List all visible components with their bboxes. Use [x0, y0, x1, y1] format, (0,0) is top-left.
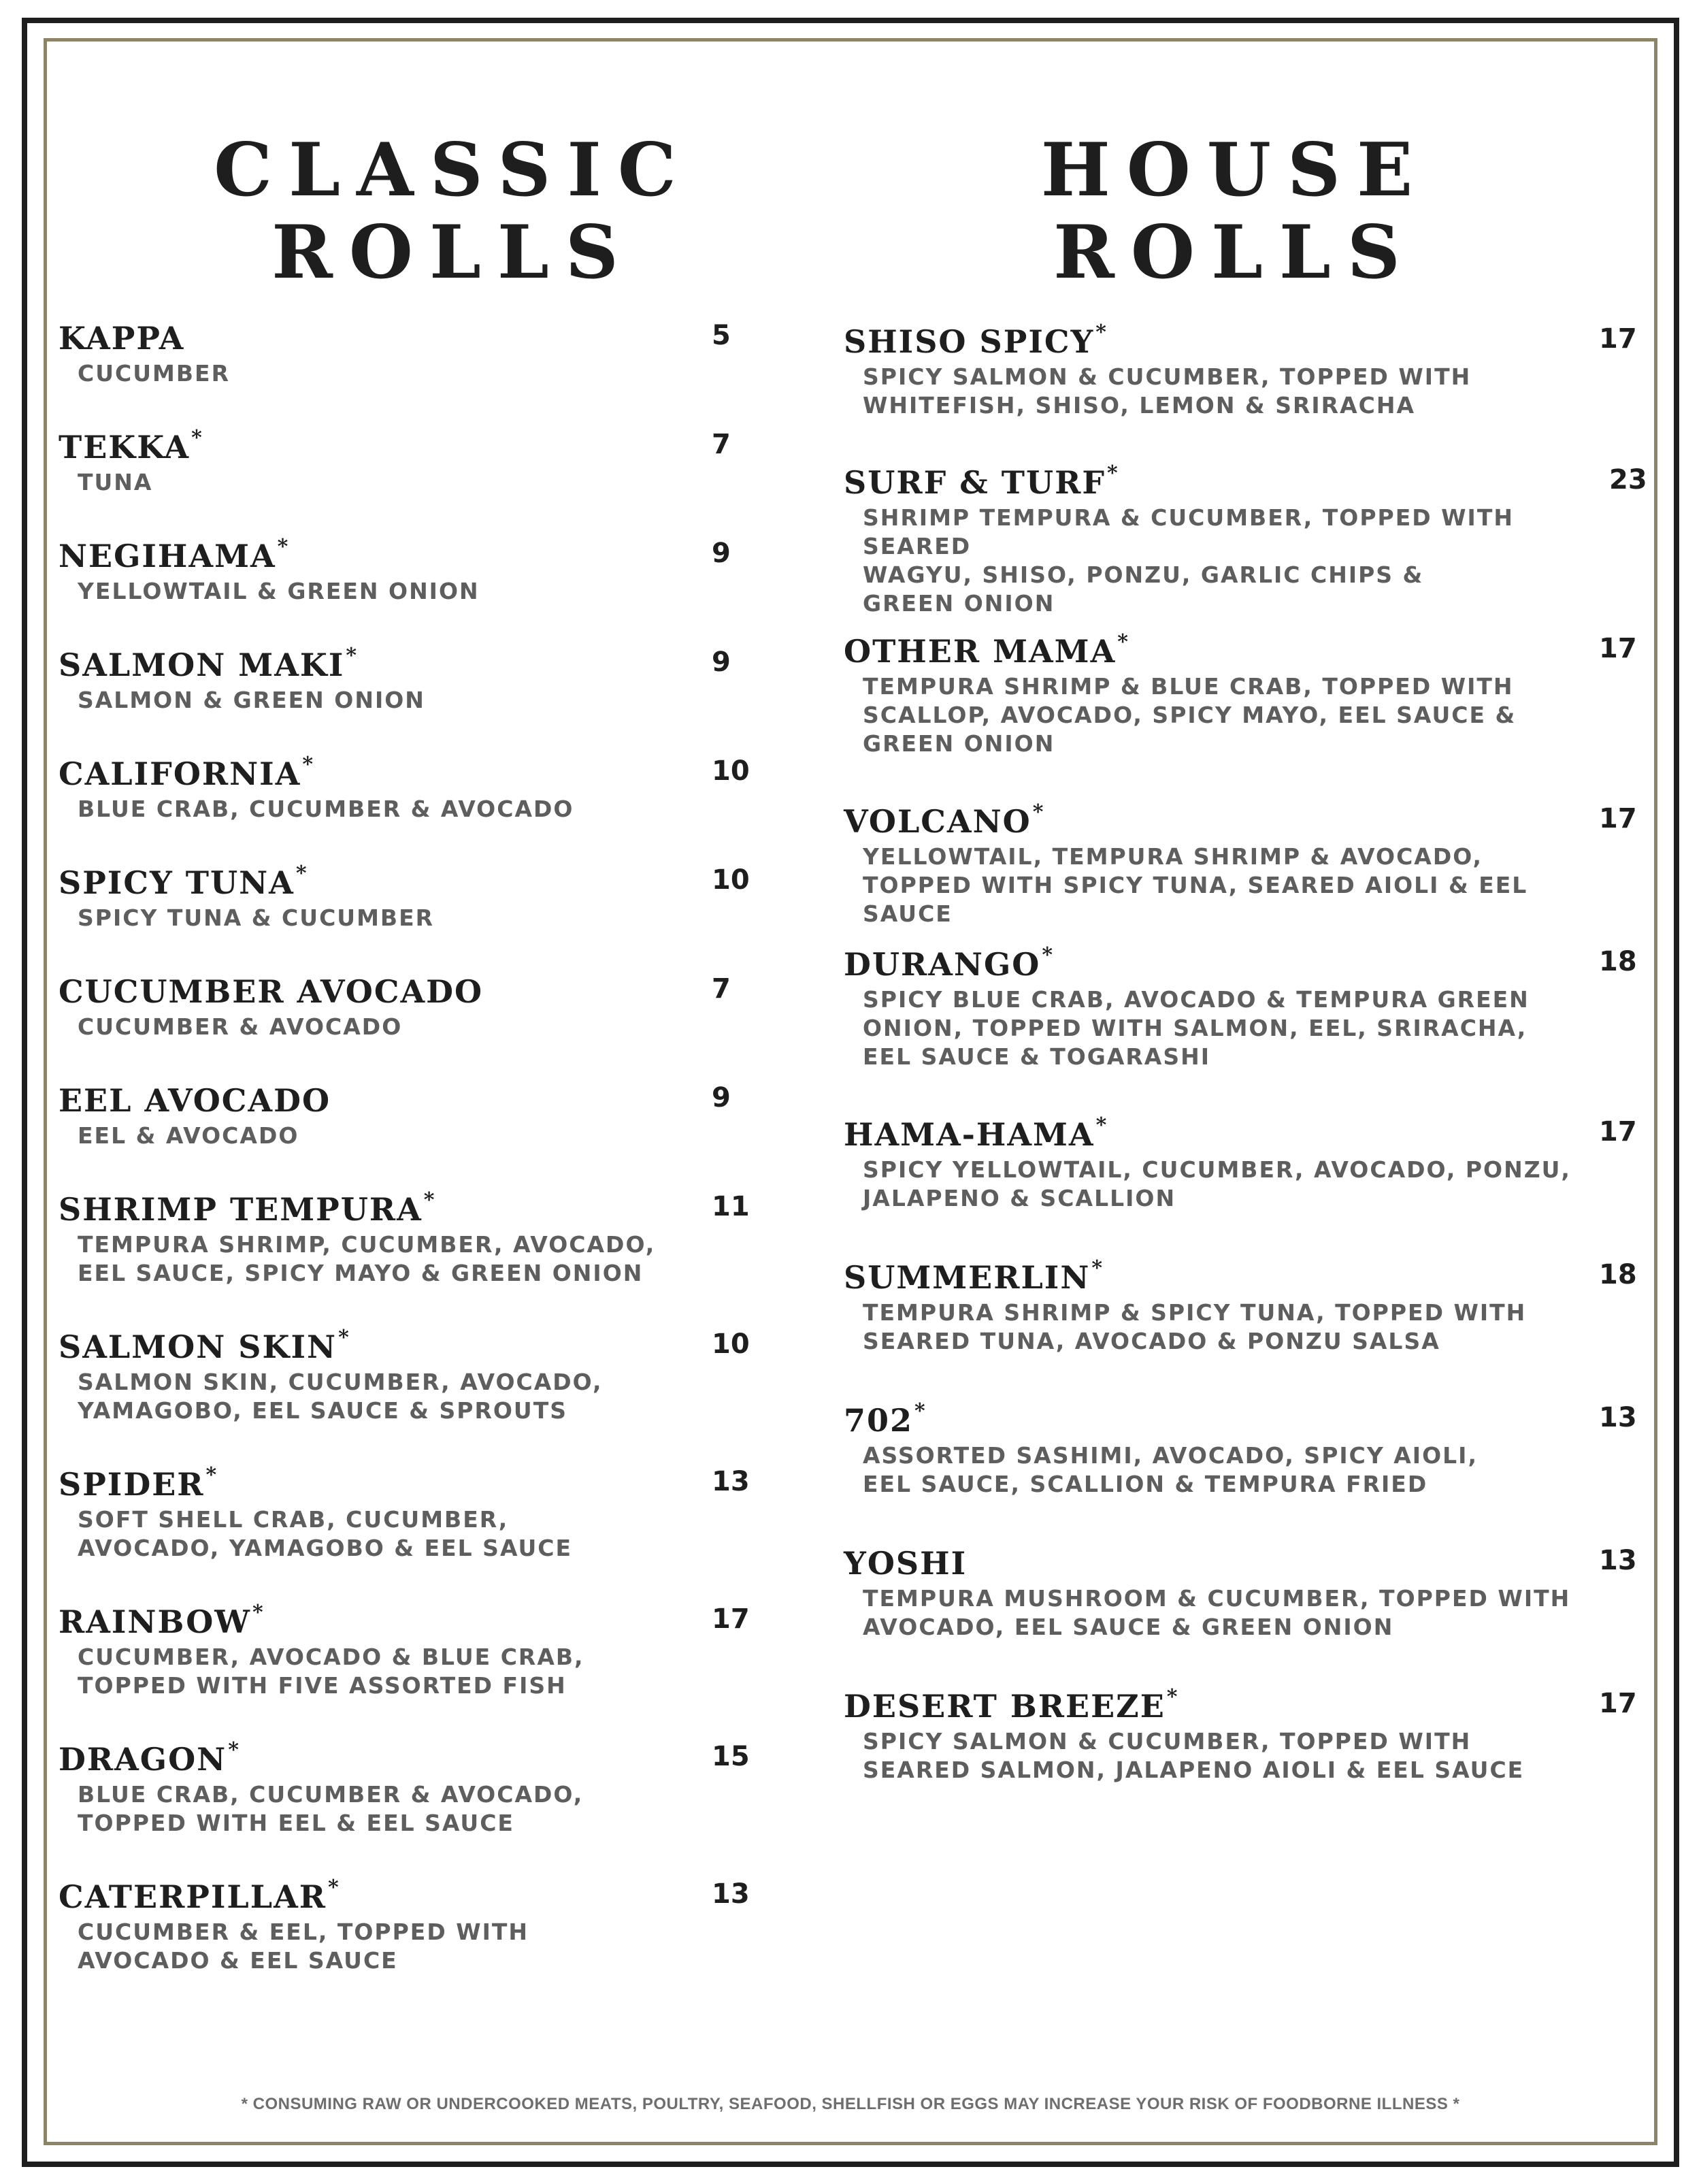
item-name: CATERPILLAR*	[59, 1876, 340, 1915]
item-name: SALMON MAKI*	[59, 644, 359, 683]
item-description: CUCUMBER, AVOCADO & BLUE CRAB, TOPPED WITH FIVE ASSORTED FISH	[78, 1644, 584, 1699]
item-description: YELLOWTAIL & GREEN ONION	[78, 578, 480, 604]
house-rolls-title: HOUSE ROLLS	[1040, 127, 1430, 295]
item-description: SPICY TUNA & CUCUMBER	[78, 904, 435, 931]
item-description: ASSORTED SASHIMI, AVOCADO, SPICY AIOLI, EEL SAUCE, SCALLION & TEMPURA FRIED	[863, 1442, 1478, 1497]
item-description: SALMON & GREEN ONION	[78, 687, 425, 713]
menu-item	[59, 535, 753, 606]
menu-item	[59, 864, 753, 932]
item-name: OTHER MAMA*	[844, 630, 1129, 670]
menu-item	[59, 1188, 753, 1288]
item-description: YELLOWTAIL, TEMPURA SHRIMP & AVOCADO, TOPPED WITH SPICY TUNA, SEARED AIOLI & EEL SAUCE	[863, 843, 1528, 927]
item-price: 7	[712, 429, 731, 460]
menu-item	[844, 461, 1647, 618]
item-price: 9	[712, 647, 731, 678]
item-price: 17	[1599, 1116, 1637, 1147]
item-name: SALMON SKIN*	[59, 1326, 350, 1365]
menu-item	[59, 1878, 753, 1975]
item-description: CUCUMBER & EEL, TOPPED WITH AVOCADO & EEL SAUCE	[78, 1919, 529, 1974]
menu-item	[59, 755, 753, 824]
item-name: VOLCANO*	[844, 800, 1045, 840]
item-description: SHRIMP TEMPURA & CUCUMBER, TOPPED WITH SEARED WAGYU, SHISO, PONZU, GARLIC CHIPS & GREEN ONION	[863, 504, 1514, 617]
item-price: 9	[712, 538, 731, 569]
item-price: 10	[712, 1329, 750, 1360]
item-name: SPIDER*	[59, 1463, 218, 1503]
item-description: SALMON SKIN, CUCUMBER, AVOCADO, YAMAGOBO, EEL SAUCE & SPROUTS	[78, 1369, 603, 1424]
item-name: TEKKA*	[59, 426, 203, 466]
item-description: SPICY BLUE CRAB, AVOCADO & TEMPURA GREEN ONION, TOPPED WITH SALMON, EEL, SRIRACHA, EEL SAUCE & TOGARASHI	[863, 986, 1530, 1070]
item-name: 702*	[844, 1399, 927, 1439]
item-price: 17	[1599, 1688, 1637, 1719]
item-price: 18	[1599, 946, 1637, 977]
menu-item	[59, 1463, 753, 1563]
item-description: TEMPURA SHRIMP & BLUE CRAB, TOPPED WITH SCALLOP, AVOCADO, SPICY MAYO, EEL SAUCE & GREEN ONION	[863, 673, 1517, 757]
item-price: 10	[712, 864, 750, 896]
item-description: BLUE CRAB, CUCUMBER & AVOCADO, TOPPED WITH EEL & EEL SAUCE	[78, 1781, 584, 1836]
item-name: YOSHI	[844, 1545, 968, 1582]
menu-item	[844, 630, 1637, 758]
item-name: NEGIHAMA*	[59, 535, 290, 574]
menu-item	[59, 320, 753, 388]
item-price: 13	[712, 1466, 750, 1497]
item-description: TEMPURA SHRIMP & SPICY TUNA, TOPPED WITH SEARED TUNA, AVOCADO & PONZU SALSA	[863, 1299, 1527, 1354]
item-price: 17	[1599, 323, 1637, 355]
item-price: 18	[1599, 1259, 1637, 1290]
item-price: 13	[1599, 1402, 1637, 1433]
item-description: SPICY YELLOWTAIL, CUCUMBER, AVOCADO, PONZU, JALAPENO & SCALLION	[863, 1156, 1571, 1211]
item-price: 13	[712, 1878, 750, 1910]
item-name: RAINBOW*	[59, 1601, 265, 1640]
item-name: HAMA-HAMA*	[844, 1113, 1108, 1153]
item-description: TEMPURA SHRIMP, CUCUMBER, AVOCADO, EEL SAUCE, SPICY MAYO & GREEN ONION	[78, 1231, 656, 1286]
item-price: 13	[1599, 1545, 1637, 1576]
item-name: DRAGON*	[59, 1738, 240, 1778]
item-price: 17	[712, 1603, 750, 1635]
menu-item	[844, 1113, 1637, 1213]
menu-item	[844, 1685, 1637, 1784]
menu-item	[844, 1399, 1637, 1499]
item-name: CALIFORNIA*	[59, 753, 315, 792]
item-price: 15	[712, 1741, 750, 1772]
item-price: 17	[1599, 633, 1637, 664]
item-description: TEMPURA MUSHROOM & CUCUMBER, TOPPED WITH AVOCADO, EEL SAUCE & GREEN ONION	[863, 1585, 1571, 1640]
item-price: 23	[1609, 464, 1647, 495]
menu-item	[844, 800, 1637, 928]
item-description: CUCUMBER & AVOCADO	[78, 1013, 403, 1040]
menu-item	[59, 644, 753, 715]
item-price: 5	[712, 320, 731, 351]
menu-item	[59, 1326, 753, 1425]
item-name: CUCUMBER AVOCADO	[59, 973, 484, 1010]
item-description: CUCUMBER	[78, 360, 230, 387]
item-description: EEL & AVOCADO	[78, 1122, 299, 1149]
item-name: SHRIMP TEMPURA*	[59, 1188, 436, 1228]
menu-item	[844, 1545, 1637, 1642]
menu-item	[59, 1738, 753, 1838]
item-name: DESERT BREEZE*	[844, 1685, 1179, 1725]
item-price: 7	[712, 973, 731, 1005]
item-description: SPICY SALMON & CUCUMBER, TOPPED WITH SEARED SALMON, JALAPENO AIOLI & EEL SAUCE	[863, 1728, 1525, 1783]
menu-item	[59, 426, 753, 497]
item-price: 10	[712, 755, 750, 787]
item-description: TUNA	[78, 469, 153, 495]
item-price: 17	[1599, 803, 1637, 834]
item-description: SPICY SALMON & CUCUMBER, TOPPED WITH WHITEFISH, SHISO, LEMON & SRIRACHA	[863, 363, 1472, 419]
item-description: SOFT SHELL CRAB, CUCUMBER, AVOCADO, YAMAGOBO & EEL SAUCE	[78, 1506, 573, 1561]
menu-item	[844, 943, 1637, 1071]
item-name: SPICY TUNA*	[59, 862, 308, 901]
item-name: EEL AVOCADO	[59, 1082, 331, 1119]
raw-food-disclaimer: * CONSUMING RAW OR UNDERCOOKED MEATS, POULTRY, SEAFOOD, SHELLFISH OR EGGS MAY INCREASE YOUR RISK OF FOODBORNE ILLNESS *	[241, 2095, 1460, 2113]
menu-item	[844, 1256, 1637, 1356]
menu-item	[59, 973, 753, 1041]
item-description: BLUE CRAB, CUCUMBER & AVOCADO	[78, 796, 574, 822]
item-name: KAPPA	[59, 320, 185, 357]
menu-item	[844, 321, 1637, 420]
item-name: SUMMERLIN*	[844, 1256, 1104, 1296]
item-name: SHISO SPICY*	[844, 321, 1108, 360]
menu-item	[59, 1603, 753, 1700]
item-name: SURF & TURF*	[844, 461, 1119, 501]
item-price: 11	[712, 1191, 750, 1222]
menu-item	[59, 1082, 753, 1150]
item-name: DURANGO*	[844, 943, 1055, 983]
item-price: 9	[712, 1082, 731, 1113]
classic-rolls-title: CLASSIC ROLLS	[214, 127, 693, 295]
